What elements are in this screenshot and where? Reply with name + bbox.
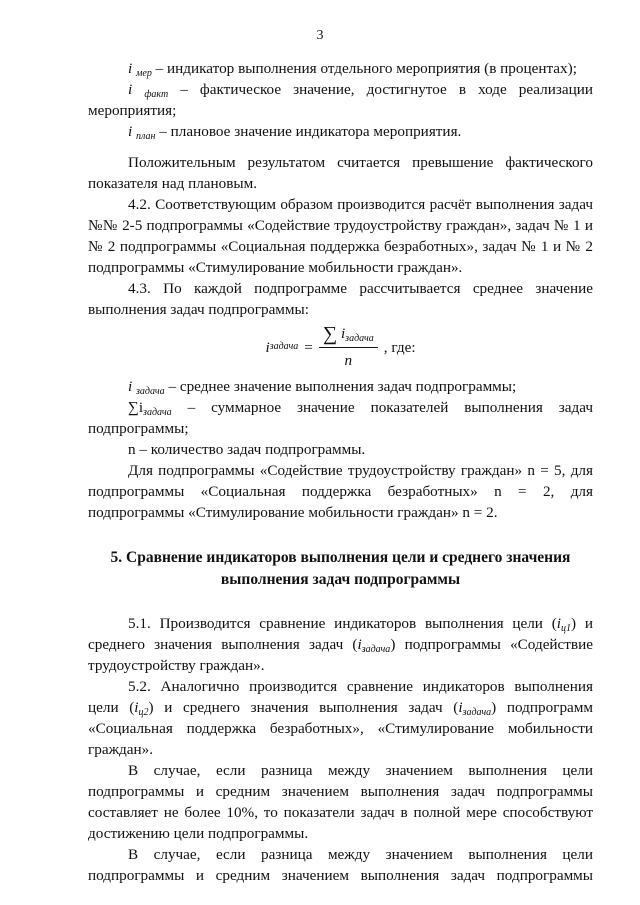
formula-fraction [319, 323, 378, 371]
section-heading: 5. Сравнение индикаторов выполнения цели и среднего значения выполнения задач подпрограммы [110, 549, 571, 588]
text-run: ) и среднего значения выполнения задач ( [148, 699, 459, 716]
formula-numerator [319, 323, 378, 348]
def-i-plan [88, 121, 593, 142]
symbol-i: i [357, 636, 362, 653]
symbol-i: i [128, 60, 133, 77]
symbol-subscript: ц1 [561, 623, 572, 634]
def-i-fakt [88, 79, 593, 121]
formula-lhs-symbol: i [265, 338, 270, 356]
paragraph-5-1 [88, 613, 593, 676]
symbol-i: i [128, 378, 133, 395]
symbol-subscript: факт [144, 89, 169, 100]
symbol-i: i [128, 123, 133, 140]
def-i-mer [88, 58, 593, 79]
def-text: – суммарное значение показателей выполнения задач подпрограммы; [88, 399, 593, 437]
paragraph-positive: Положительным результатом считается превышение фактического показателя над плановым. [88, 154, 593, 192]
paragraph-4-2: 4.2. Соответствующим образом производится расчёт выполнения задач №№ 2-5 подпрограммы «Содействие трудоустройству граждан», задач № 1 и № 2 подпрограммы «Социальная поддержка безработных», задач № 1 и № 2 подпрограммы «Стимулирование мобильности граждан». [88, 196, 593, 276]
document-body [88, 58, 593, 886]
formula-denominator: n [344, 352, 353, 369]
formula-numerator-subscript: задача [345, 333, 374, 344]
paragraph-5-2 [88, 676, 593, 760]
sum-icon: ∑ [322, 323, 338, 345]
def-n: n – количество задач подпрограммы. [128, 441, 366, 458]
def-text: – фактическое значение, достигнутое в ходе реализации мероприятия; [88, 81, 594, 119]
sum-symbol: ∑i [128, 399, 144, 416]
def-i-zadacha [88, 376, 593, 397]
symbol-subscript: задача [361, 644, 391, 655]
paragraph-case-1: В случае, если разница между значением выполнения цели подпрограммы и средним значением выполнения задач подпрограммы составляет не более 10%, то показатели задач в полной мере способствуют достижению цели подпрограммы. [88, 762, 593, 842]
paragraph-case-2: В случае, если разница между значением выполнения цели подпрограммы и средним значением выполнения задач подпрограммы [88, 846, 593, 884]
def-text: – индикатор выполнения отдельного мероприятия (в процентах); [151, 60, 577, 77]
symbol-i: i [128, 81, 133, 98]
text-run: ) подпрограмм «Социальная поддержка безработных», «Стимулирование мобильности граждан». [88, 699, 593, 758]
symbol-subscript: план [136, 131, 156, 142]
text-run: ) подпрограммы «Содействие трудоустройству граждан». [88, 636, 593, 674]
symbol-subscript: мер [136, 68, 152, 79]
formula-equals: = [304, 338, 313, 356]
def-text: – плановое значение индикатора мероприятия. [155, 123, 462, 140]
page-number: 3 [316, 28, 324, 43]
paragraph-counts: Для подпрограммы «Содействие трудоустройству граждан» n = 5, для подпрограммы «Социальная поддержка безработных» n = 2, для подпрограммы «Стимулирование мобильности граждан» n = 2. [88, 462, 593, 521]
symbol-subscript: ц2 [138, 707, 149, 718]
formula: i задача = $\frac{\sum i_{задача}}{n}$ , где: [265, 323, 416, 369]
text-run: ) и среднего значения выполнения задач ( [88, 615, 594, 653]
symbol-i: i [556, 615, 562, 632]
formula-numerator-symbol: i [340, 325, 346, 342]
text-run: 5.1. Производится сравнение индикаторов выполнения цели ( [128, 615, 557, 632]
symbol-subscript: задача [462, 707, 492, 718]
def-text: – среднее значение выполнения задач подпрограммы; [164, 378, 517, 395]
formula-tail: , где: [383, 338, 416, 356]
symbol-subscript: задача [136, 386, 165, 397]
paragraph-4-3: 4.3. По каждой подпрограмме рассчитывается среднее значение выполнения задач подпрограммы: [88, 280, 593, 318]
symbol-i: i [458, 699, 463, 716]
def-sum [88, 397, 593, 439]
symbol-subscript: задача [143, 407, 172, 418]
text-run: 5.2. Аналогично производится сравнение индикаторов выполнения цели ( [88, 678, 593, 716]
symbol-i: i [134, 699, 139, 716]
